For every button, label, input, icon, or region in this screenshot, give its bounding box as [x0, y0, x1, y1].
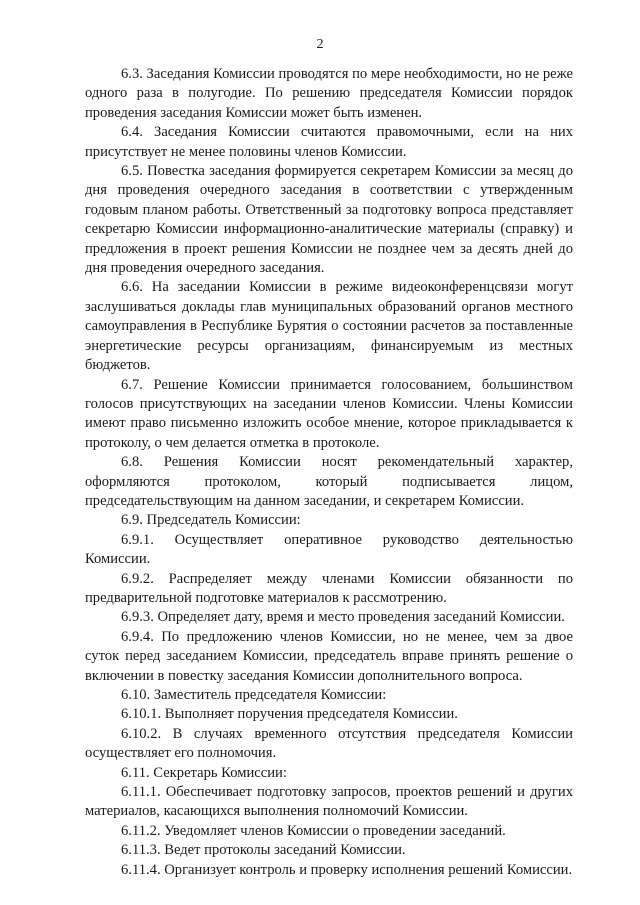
paragraph-6-9-3: 6.9.3. Определяет дату, время и место проведения заседаний Комиссии. — [121, 609, 565, 626]
paragraph-6-10-1: 6.10.1. Выполняет поручения председателя Комиссии. — [121, 706, 458, 723]
paragraph-6-9-2: 6.9.2. Распределяет между членами Комиссии обязанности по предварительной подготовке материалов к рассмотрению. — [85, 570, 573, 606]
paragraph-6-11-3: 6.11.3. Ведет протоколы заседаний Комиссии. — [121, 842, 406, 859]
paragraph-6-11: 6.11. Секретарь Комиссии: — [121, 764, 287, 781]
paragraph-6-9-4: 6.9.4. По предложению членов Комиссии, но не менее, чем за двое суток перед заседанием Комиссии, председатель вправе принять решение о включении в повестку заседания Комиссии дополнительного вопроса. — [85, 628, 573, 684]
paragraph-6-10: 6.10. Заместитель председателя Комиссии: — [121, 687, 387, 703]
paragraph-6-4: 6.4. Заседания Комиссии считаются правомочными, если на них присутствует не менее половины членов Комиссии. — [85, 124, 573, 160]
paragraph-6-3: 6.3. Заседания Комиссии проводятся по мере необходимости, но не реже одного раза в полугодие. По решению председателя Комиссии порядок проведения заседания Комиссии может быть изменен. — [85, 66, 573, 121]
paragraph-6-8: 6.8. Решения Комиссии носят рекомендательный характер, оформляются протоколом, который подписывается лицом, председательствующим на данном заседании, и секретарем Комиссии. — [85, 454, 573, 509]
page-number: 2 — [316, 37, 324, 52]
paragraph-6-11-1: 6.11.1. Обеспечивает подготовку запросов, проектов решений и других материалов, касающихся выполнения полномочий Комиссии. — [85, 784, 573, 820]
paragraph-6-10-2: 6.10.2. В случаях временного отсутствия председателя Комиссии осуществляет его полномочия. — [85, 725, 573, 762]
paragraph-6-6: 6.6. На заседании Комиссии в режиме видеоконференцсвязи могут заслушиваться доклады глав муниципальных образований органов местного самоуправления в Республике Бурятия о состоянии расчетов за поставленные энергетические ресурсы организациям, финансируемым из местных бюджетов. — [85, 279, 573, 374]
paragraph-6-5: 6.5. Повестка заседания формируется секретарем Комиссии за месяц до дня проведения очередного заседания в соответствии с утвержденным годовым планом работы. Ответственный за подготовку вопроса представляет секретарю Комиссии информационно-аналитические материалы (справку) и предложения в проект решения Комиссии не позднее чем за десять дней до дня проведения очередного заседания. — [85, 163, 573, 277]
paragraph-6-7: 6.7. Решение Комиссии принимается голосованием, большинством голосов присутствующих на заседании членов Комиссии. Члены Комиссии имеют право письменно изложить особое мнение, которое прикладывается к протоколу, о чем делается отметка в протоколе. — [85, 376, 573, 451]
paragraph-6-9-1: 6.9.1. Осуществляет оперативное руководство деятельностью Комиссии. — [85, 531, 573, 568]
document-body — [85, 65, 573, 880]
paragraph-6-11-2: 6.11.2. Уведомляет членов Комиссии о проведении заседаний. — [121, 822, 506, 839]
paragraph-6-9: 6.9. Председатель Комиссии: — [121, 512, 301, 529]
paragraph-6-11-4: 6.11.4. Организует контроль и проверку исполнения решений Комиссии. — [121, 861, 573, 878]
